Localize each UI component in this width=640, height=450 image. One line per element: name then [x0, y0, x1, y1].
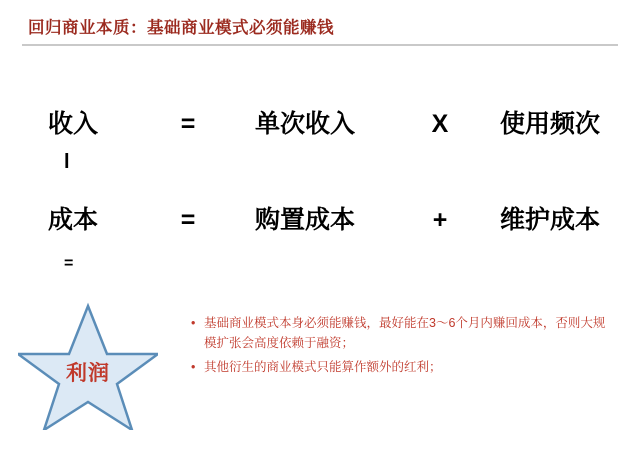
bullet-marker-icon: •: [191, 360, 196, 374]
formula-row-income: [0, 107, 640, 141]
formula-second-income: 使用频次: [499, 110, 600, 138]
formula-equals-income: =: [180, 110, 196, 138]
bullet-text: 基础商业模式本身必须能赚钱，最好能在3～6个月内赚回成本，否则大规模扩张会高度依赖于融资；: [204, 316, 606, 350]
list-item: [190, 313, 610, 353]
profit-label: 利润: [66, 362, 110, 385]
bullet-marker-icon: •: [191, 316, 196, 330]
formula-term-income: 收入: [48, 110, 99, 138]
formula-operator-income: X: [431, 110, 449, 138]
connector-minus: l: [64, 151, 70, 173]
formula-second-cost: 维护成本: [499, 206, 600, 234]
formula-row-cost: [0, 203, 640, 237]
bullet-text: 其他衍生的商业模式只能算作额外的红利；: [204, 360, 442, 374]
formula-first-income: 单次收入: [254, 110, 355, 138]
list-item: [190, 357, 610, 377]
bullet-list: [190, 313, 610, 381]
formula-equals-cost: =: [180, 206, 196, 234]
formula-operator-cost: +: [432, 206, 448, 234]
formula-first-cost: 购置成本: [254, 206, 355, 234]
formula-term-cost: 成本: [48, 206, 99, 234]
title-divider: [22, 44, 618, 46]
page-title: 回归商业本质：基础商业模式必须能赚钱: [28, 19, 334, 37]
profit-star: [18, 300, 158, 430]
connector-equals: =: [64, 255, 73, 272]
